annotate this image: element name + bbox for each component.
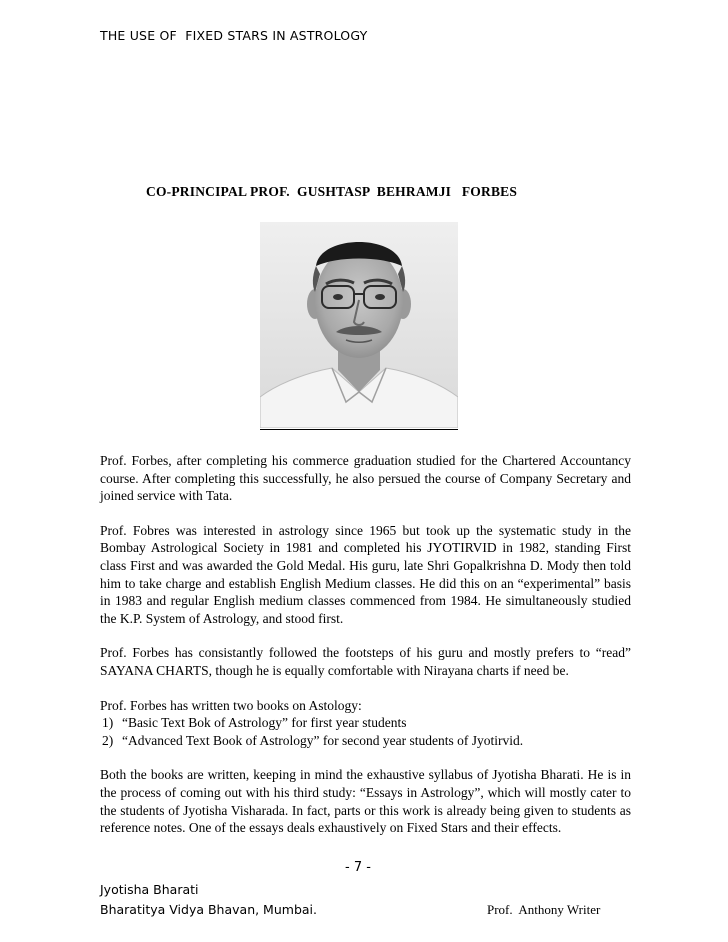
footer-org-line2: Bharatitya Vidya Bhavan, Mumbai. xyxy=(100,902,317,917)
list-item-number: 2) xyxy=(102,732,114,748)
running-header: THE USE OF FIXED STARS IN ASTROLOGY xyxy=(100,28,368,43)
biography-body xyxy=(100,452,631,854)
paragraph-books-intro: Prof. Forbes has written two books on Astology: xyxy=(100,697,362,713)
list-item-text: “Basic Text Bok of Astrology” for first year students xyxy=(122,715,407,731)
list-item xyxy=(100,714,631,732)
list-item-text: “Advanced Text Book of Astrology” for second year students of Jyotirvid. xyxy=(122,732,524,748)
photo-underline xyxy=(260,429,458,430)
paragraph-education: Prof. Forbes, after completing his commerce graduation studied for the Chartered Accountancy course. After completing this successfully, he also persued the course of Company Secretary and joined service with Tata. xyxy=(100,453,631,504)
footer-org-line1: Jyotisha Bharati xyxy=(100,882,199,897)
book-list xyxy=(100,714,631,749)
paragraph-syllabus: Both the books are written, keeping in mind the exhaustive syllabus of Jyotisha Bharati. He is in the process of coming out with his third study: “Essays in Astrology”, which will mostly cater to the students of Jyotisha Visharada. In fact, parts or this work is already being given to students as reference notes. One of the essays deals exhaustively on Fixed Stars and their effects. xyxy=(100,767,631,836)
portrait-photo xyxy=(260,222,458,428)
footer-organization xyxy=(100,880,317,920)
list-item-number: 1) xyxy=(102,715,114,731)
section-title: CO-PRINCIPAL PROF. GUSHTASP BEHRAMJI FORBES xyxy=(146,184,518,199)
page-number: - 7 - xyxy=(345,860,371,875)
paragraph-sayana-charts: Prof. Forbes has consistantly followed the footsteps of his guru and mostly prefers to “read” SAYANA CHARTS, though he is equally comfortable with Nirayana charts if need be. xyxy=(100,645,631,678)
list-item xyxy=(100,732,631,750)
portrait-illustration xyxy=(260,222,458,428)
paragraph-astrology-study: Prof. Fobres was interested in astrology since 1965 but took up the systematic study in the Bombay Astrological Society in 1981 and completed his JYOTIRVID in 1982, standing First class First and was awarded the Gold Medal. His guru, late Shri Gopalkrishna D. Mody then told him to take charge and establish English Medium classes. He did this on an “experimental” basis in 1983 and regular English medium classes commenced from 1984. He simultaneously studied the K.P. System of Astrology, and stood first. xyxy=(100,522,631,626)
footer-writer: Prof. Anthony Writer xyxy=(487,902,601,917)
